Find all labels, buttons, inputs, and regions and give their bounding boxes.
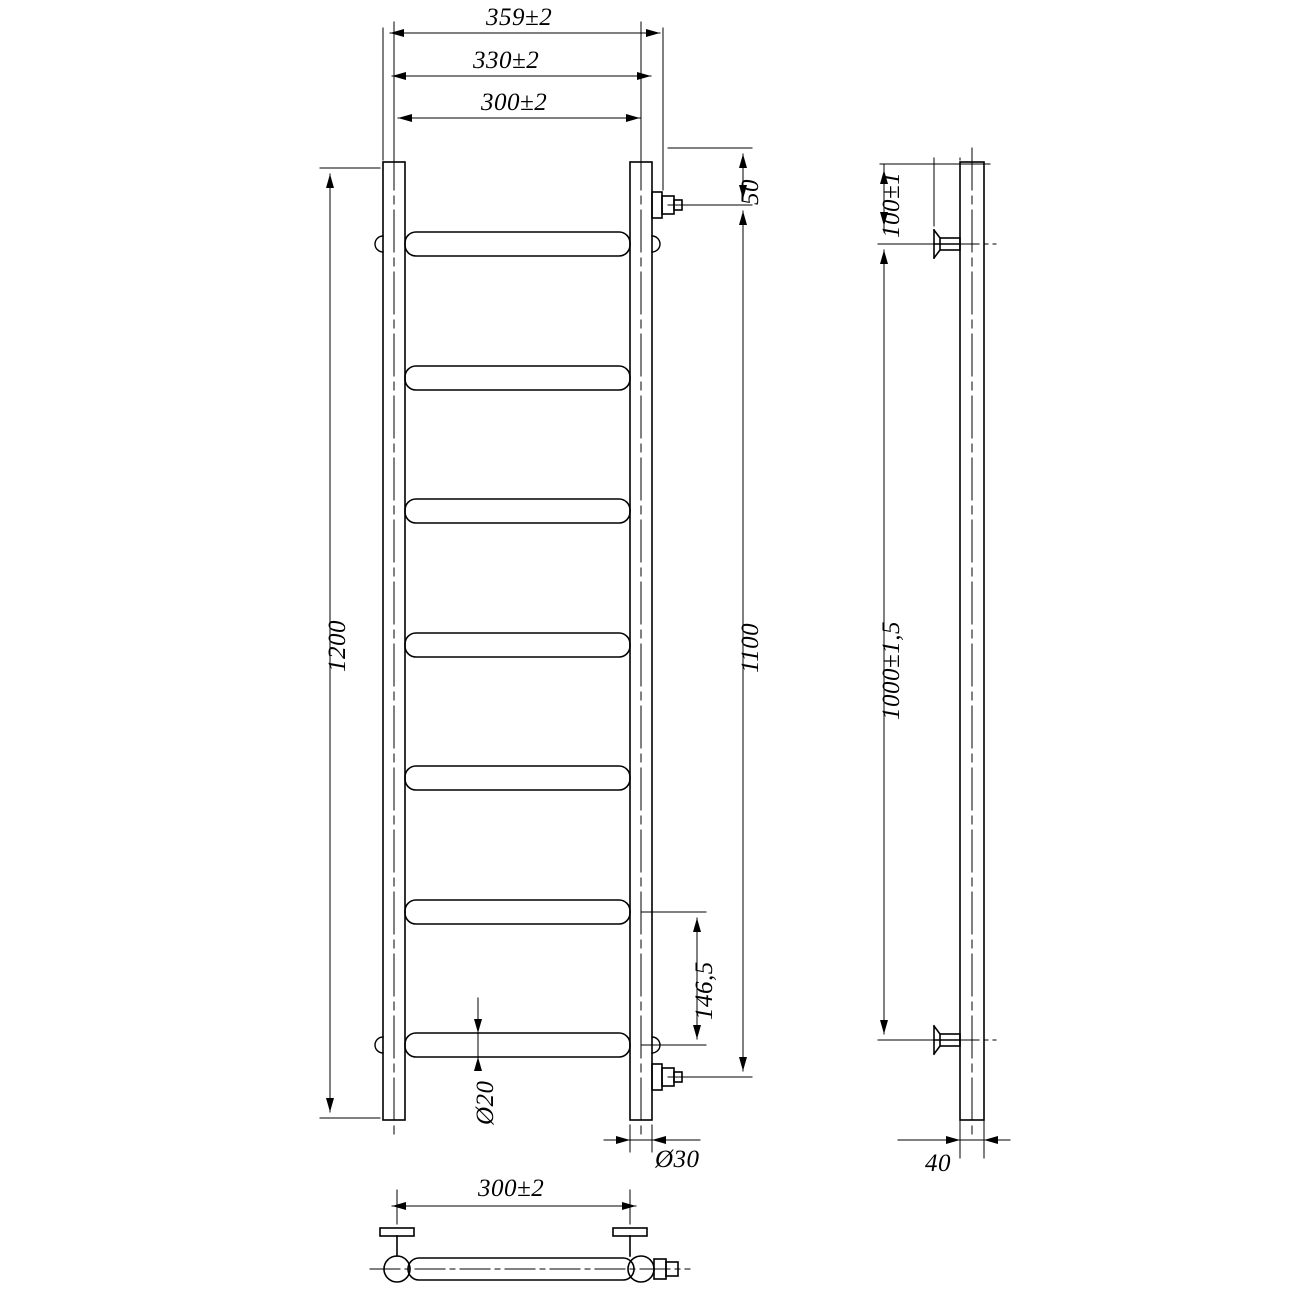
dim-rung-spacing-146-5: 146,5 <box>691 961 718 1020</box>
dim-connection-height-1100: 1100 <box>737 622 764 673</box>
dim-overall-height-1200: 1200 <box>324 620 351 672</box>
dim-top-width-300: 300±2 <box>478 1175 545 1202</box>
dim-side-depth-40: 40 <box>925 1150 951 1177</box>
dim-rung-diameter-20: Ø20 <box>472 1080 499 1125</box>
dim-bracket-projection-100: 100±1 <box>878 171 905 238</box>
dim-post-diameter-30: Ø30 <box>655 1146 700 1173</box>
dim-rail-width-300: 300±2 <box>481 89 548 116</box>
dim-side-height-1000: 1000±1,5 <box>878 621 905 720</box>
dim-overall-width-359: 359±2 <box>486 4 553 31</box>
dim-bracket-width-330: 330±2 <box>473 47 540 74</box>
dim-top-offset-50: 50 <box>737 179 764 205</box>
